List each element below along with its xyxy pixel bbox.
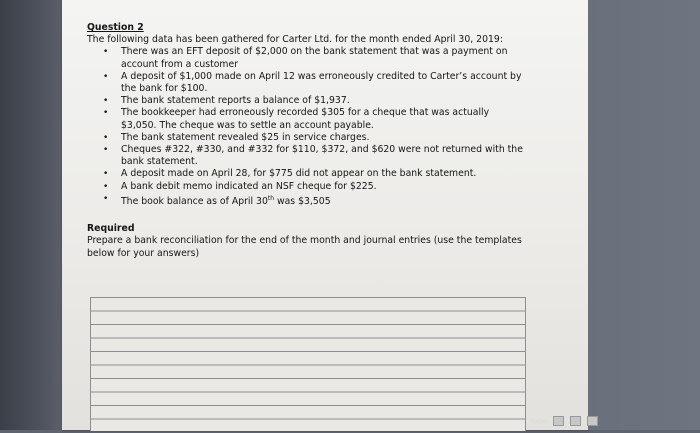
bullet-icon: • xyxy=(103,71,108,83)
bullet-text: The bank statement revealed $25 in service charges. xyxy=(121,132,369,143)
bullet-item xyxy=(121,71,527,95)
template-row[interactable] xyxy=(91,325,525,339)
document-page xyxy=(62,0,588,430)
bullet-text-suffix: was $3,505 xyxy=(274,196,331,207)
bullet-text: There was an EFT deposit of $2,000 on the bank statement that was a payment on account from a customer xyxy=(121,46,508,69)
template-row[interactable] xyxy=(91,420,525,433)
bullet-icon: • xyxy=(103,95,108,107)
question-intro: The following data has been gathered for Carter Ltd. for the month ended April 30, 2019: xyxy=(87,34,527,46)
bullet-item xyxy=(121,132,527,144)
bullet-icon: • xyxy=(103,144,108,156)
bullet-item xyxy=(121,181,527,193)
bullet-text-prefix: The book balance as of April 30 xyxy=(121,196,268,207)
bullet-text: The bookkeeper had erroneously recorded $305 for a cheque that was actually $3,050. The cheque was to settle an account payable. xyxy=(121,107,489,130)
bullet-icon: • xyxy=(103,168,108,180)
question-title: Question 2 xyxy=(87,22,527,34)
focus-icon[interactable] xyxy=(530,418,547,425)
left-background xyxy=(0,0,62,430)
bullet-text: A deposit made on April 28, for $775 did not appear on the bank statement. xyxy=(121,168,476,179)
bullet-text: A bank debit memo indicated an NSF cheque for $225. xyxy=(121,181,377,192)
bullet-icon: • xyxy=(103,132,108,144)
bullet-item xyxy=(121,144,527,168)
view-icon[interactable] xyxy=(553,416,564,426)
data-bullet-list xyxy=(87,46,527,208)
bullet-icon: • xyxy=(103,193,108,205)
bullet-item xyxy=(121,168,527,180)
bullet-text: A deposit of $1,000 made on April 12 was erroneously credited to Carter’s account by the bank for $100. xyxy=(121,71,521,94)
focus-label: Focus xyxy=(530,418,547,425)
status-bar xyxy=(530,414,598,428)
template-row[interactable] xyxy=(91,379,525,393)
required-heading: Required xyxy=(87,223,527,235)
bullet-item xyxy=(121,107,527,131)
right-background xyxy=(588,0,700,430)
template-row[interactable] xyxy=(91,366,525,380)
bullet-icon: • xyxy=(103,181,108,193)
bullet-text: The bank statement reports a balance of $1,937. xyxy=(121,95,350,106)
view-icon[interactable] xyxy=(570,416,581,426)
template-row[interactable] xyxy=(91,298,525,312)
template-row[interactable] xyxy=(91,339,525,353)
template-row[interactable] xyxy=(91,406,525,420)
bullet-text-superscript: th xyxy=(268,195,274,202)
required-instructions: Prepare a bank reconciliation for the end of the month and journal entries (use the templates below for your answers) xyxy=(87,235,527,259)
bullet-icon: • xyxy=(103,46,108,58)
bullet-item xyxy=(121,193,527,208)
template-row[interactable] xyxy=(91,393,525,407)
bullet-item xyxy=(121,46,527,70)
answer-template-table[interactable] xyxy=(90,297,526,431)
view-icon[interactable] xyxy=(587,416,598,426)
template-row[interactable] xyxy=(91,352,525,366)
bullet-text: Cheques #322, #330, and #332 for $110, $372, and $620 were not returned with the bank statement. xyxy=(121,144,523,167)
bullet-icon: • xyxy=(103,107,108,119)
bullet-item xyxy=(121,95,527,107)
question-content xyxy=(87,22,527,260)
template-row[interactable] xyxy=(91,312,525,326)
